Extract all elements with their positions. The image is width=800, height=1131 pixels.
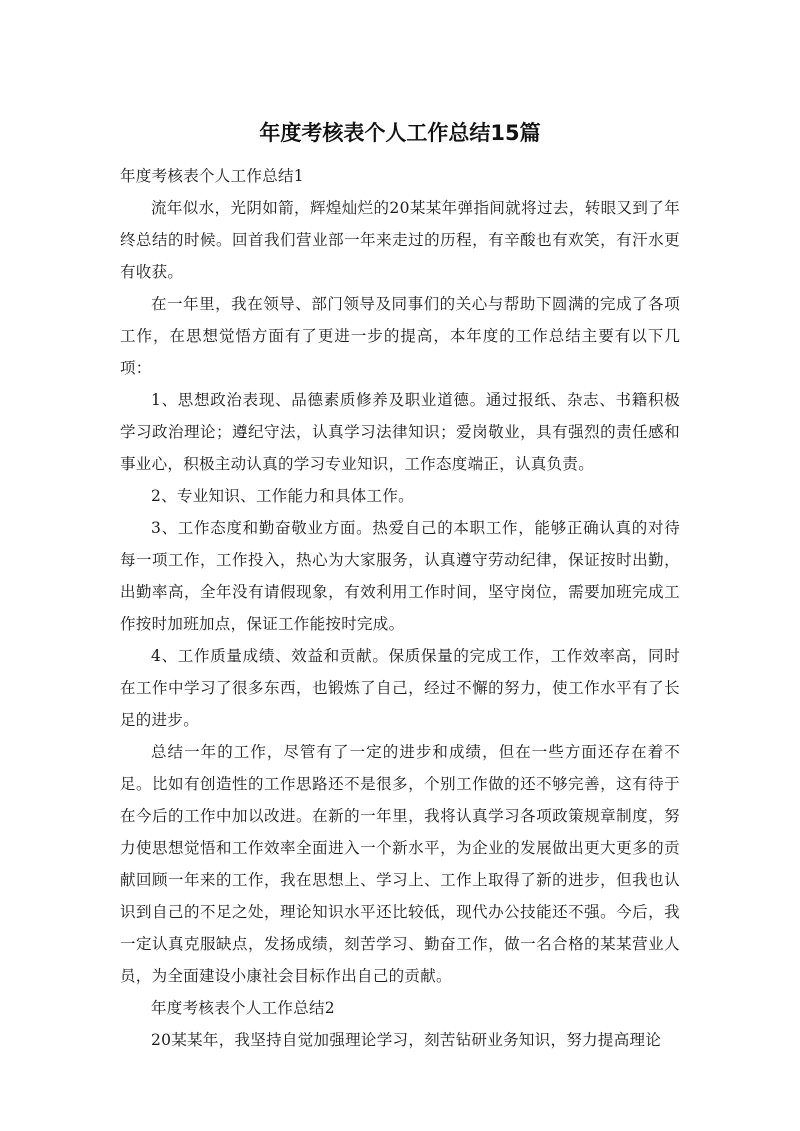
paragraph: 在一年里，我在领导、部门领导及同事们的关心与帮助下圆满的完成了各项工作，在思想觉悟方面有了更进一步的提高，本年度的工作总结主要有以下几项： xyxy=(120,295,680,377)
paragraph: 总结一年的工作，尽管有了一定的进步和成绩，但在一些方面还存在着不足。比如有创造性的工作思路还不是很多，个别工作做的还不够完善，这有待于在今后的工作中加以改进。在新的一年里，我将认真学习各项政策规章制度，努力使思想觉悟和工作效率全面进入一个新水平，为企业的发展做出更大更多的贡献回顾一年来的工作，我在思想上、学习上、工作上取得了新的进步，但我也认识到自己的不足之处，理论知识水平还比较低，现代办公技能还不强。今后，我一定认真克服缺点，发扬成绩，刻苦学习、勤奋工作，做一名合格的某某营业人员，为全面建设小康社会目标作出自己的贡献。 xyxy=(120,743,680,985)
section-heading: 年度考核表个人工作总结2 xyxy=(151,999,335,1017)
paragraph: 流年似水，光阴如箭，辉煌灿烂的20某某年弹指间就将过去，转眼又到了年终总结的时候。回首我们营业部一年来走过的历程，有辛酸也有欢笑，有汗水更有收获。 xyxy=(120,199,680,281)
paragraph: 2、专业知识、工作能力和具体工作。 xyxy=(151,487,414,505)
section-heading: 年度考核表个人工作总结1 xyxy=(120,167,304,185)
paragraph: 4、工作质量成绩、效益和贡献。保质保量的完成工作，工作效率高，同时在工作中学习了很多东西，也锻炼了自己，经过不懈的努力，使工作水平有了长足的进步。 xyxy=(120,647,680,729)
paragraph: 20某某年，我坚持自觉加强理论学习，刻苦钻研业务知识，努力提高理论 xyxy=(151,1031,662,1049)
document-title: 年度考核表个人工作总结15篇 xyxy=(259,121,541,145)
paragraph: 1、思想政治表现、品德素质修养及职业道德。通过报纸、杂志、书籍积极学习政治理论；遵纪守法，认真学习法律知识；爱岗敬业，具有强烈的责任感和事业心，积极主动认真的学习专业知识，工作态度端正，认真负责。 xyxy=(120,391,680,473)
document-body xyxy=(120,160,680,1056)
paragraph: 3、工作态度和勤奋敬业方面。热爱自己的本职工作，能够正确认真的对待每一项工作，工作投入，热心为大家服务，认真遵守劳动纪律，保证按时出勤，出勤率高，全年没有请假现象，有效利用工作时间，坚守岗位，需要加班完成工作按时加班加点，保证工作能按时完成。 xyxy=(120,519,680,633)
